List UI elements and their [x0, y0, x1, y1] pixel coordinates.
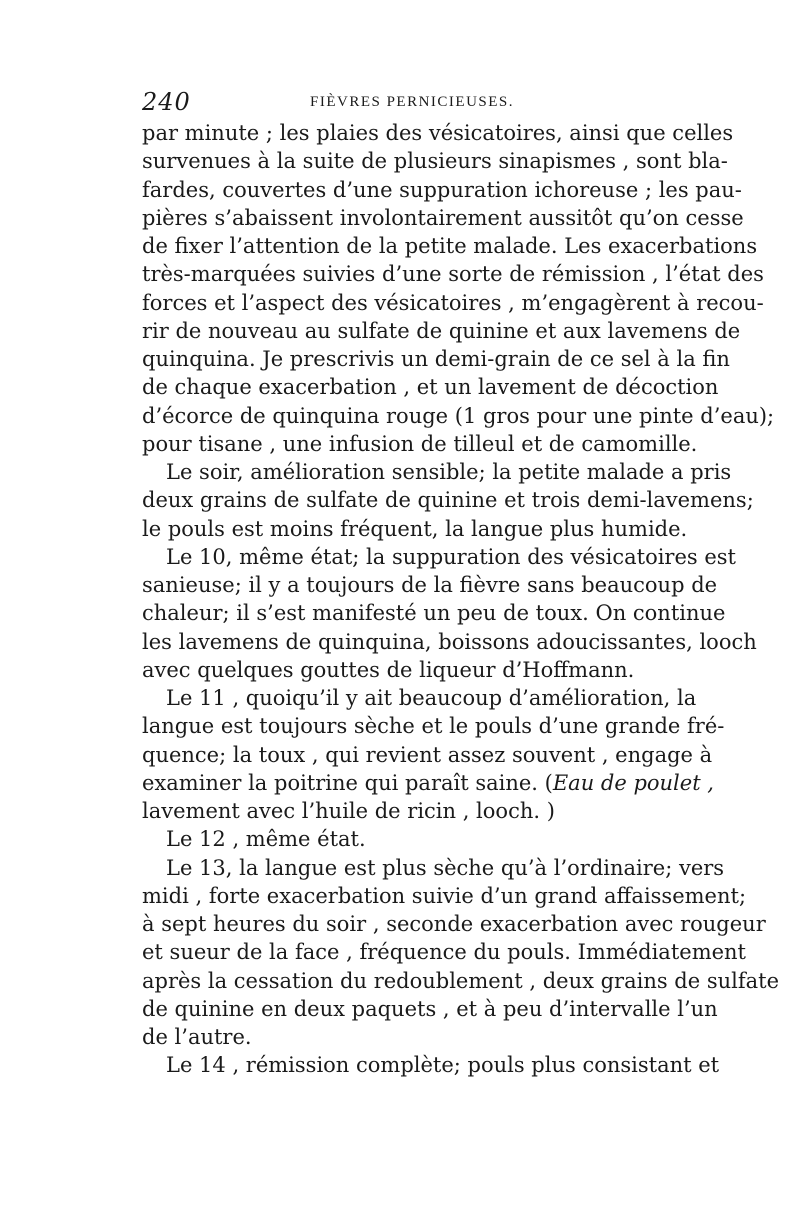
text-line: rir de nouveau au sulfate de quinine et aux lavemens de — [142, 318, 741, 343]
text-line: deux grains de sulfate de quinine et trois demi-lavemens; — [142, 488, 754, 513]
text-line: fardes, couvertes d’une suppuration ichoreuse ; les pau- — [142, 177, 742, 202]
text-line: sanieuse; il y a toujours de la fièvre sans beaucoup de — [142, 573, 718, 597]
text-line: Le 12 , même état. — [166, 827, 366, 852]
text-line: quinquina. Je prescrivis un demi-grain de ce sel à la fin — [142, 347, 730, 371]
running-title: FIÈVRES PERNICIEUSES. — [310, 94, 515, 110]
text-line: langue est toujours sèche et le pouls d’une grande fré- — [142, 714, 725, 739]
text-line: midi , forte exacerbation suivie d’un grand affaissement; — [142, 883, 747, 908]
text-line: d’écorce de quinquina rouge (1 gros pour une pinte d’eau); — [142, 403, 775, 428]
page-number: 240 — [142, 88, 191, 116]
running-head — [142, 88, 662, 118]
text-line-lead: examiner la poitrine qui paraît saine. ( — [142, 770, 553, 795]
text-line: Le soir, amélioration sensible; la petite malade a pris — [166, 460, 732, 484]
text-line: de fixer l’attention de la petite malade. Les exacerbations — [142, 234, 758, 258]
text-line: et sueur de la face , fréquence du pouls. Immédiatement — [142, 940, 746, 965]
text-line: Le 14 , rémission complète; pouls plus consistant et — [166, 1053, 720, 1078]
text-line: de l’autre. — [142, 1025, 252, 1049]
text-line: forces et l’aspect des vésicatoires , m’engagèrent à recou- — [142, 290, 764, 315]
text-line: lavement avec l’huile de ricin , looch. ) — [142, 799, 555, 823]
text-line: par minute ; les plaies des vésicatoires, ainsi que celles — [142, 121, 734, 145]
text-line: Le 13, la langue est plus sèche qu’à l’ordinaire; vers — [166, 855, 725, 880]
italic-prescription: Eau de poulet , — [552, 770, 714, 795]
text-line: Le 10, même état; la suppuration des vésicatoires est — [166, 544, 736, 569]
text-line: les lavemens de quinquina, boissons adoucissantes, looch — [142, 629, 757, 654]
text-line: chaleur; il s’est manifesté un peu de toux. On continue — [142, 601, 726, 626]
text-line: le pouls est moins fréquent, la langue plus humide. — [142, 516, 688, 541]
text-line: après la cessation du redoublement , deux grains de sulfate — [142, 968, 780, 993]
text-line: pour tisane , une infusion de tilleul et de camomille. — [142, 431, 698, 456]
text-line: à sept heures du soir , seconde exacerbation avec rougeur — [142, 912, 766, 936]
text-line — [142, 769, 714, 797]
text-line: de chaque exacerbation , et un lavement de décoction — [142, 375, 719, 400]
text-line: pières s’abaissent involontairement aussitôt qu’on cesse — [142, 205, 744, 230]
text-line: Le 11 , quoiqu’il y ait beaucoup d’amélioration, la — [166, 686, 697, 710]
text-line: avec quelques gouttes de liqueur d’Hoffmann. — [142, 657, 635, 682]
text-line: très-marquées suivies d’une sorte de rémission , l’état des — [142, 262, 764, 287]
text-line: de quinine en deux paquets , et à peu d’intervalle l’un — [142, 996, 718, 1021]
text-line: quence; la toux , qui revient assez souvent , engage à — [142, 742, 713, 767]
text-line: survenues à la suite de plusieurs sinapismes , sont bla- — [142, 149, 728, 174]
body-text — [142, 119, 780, 1080]
